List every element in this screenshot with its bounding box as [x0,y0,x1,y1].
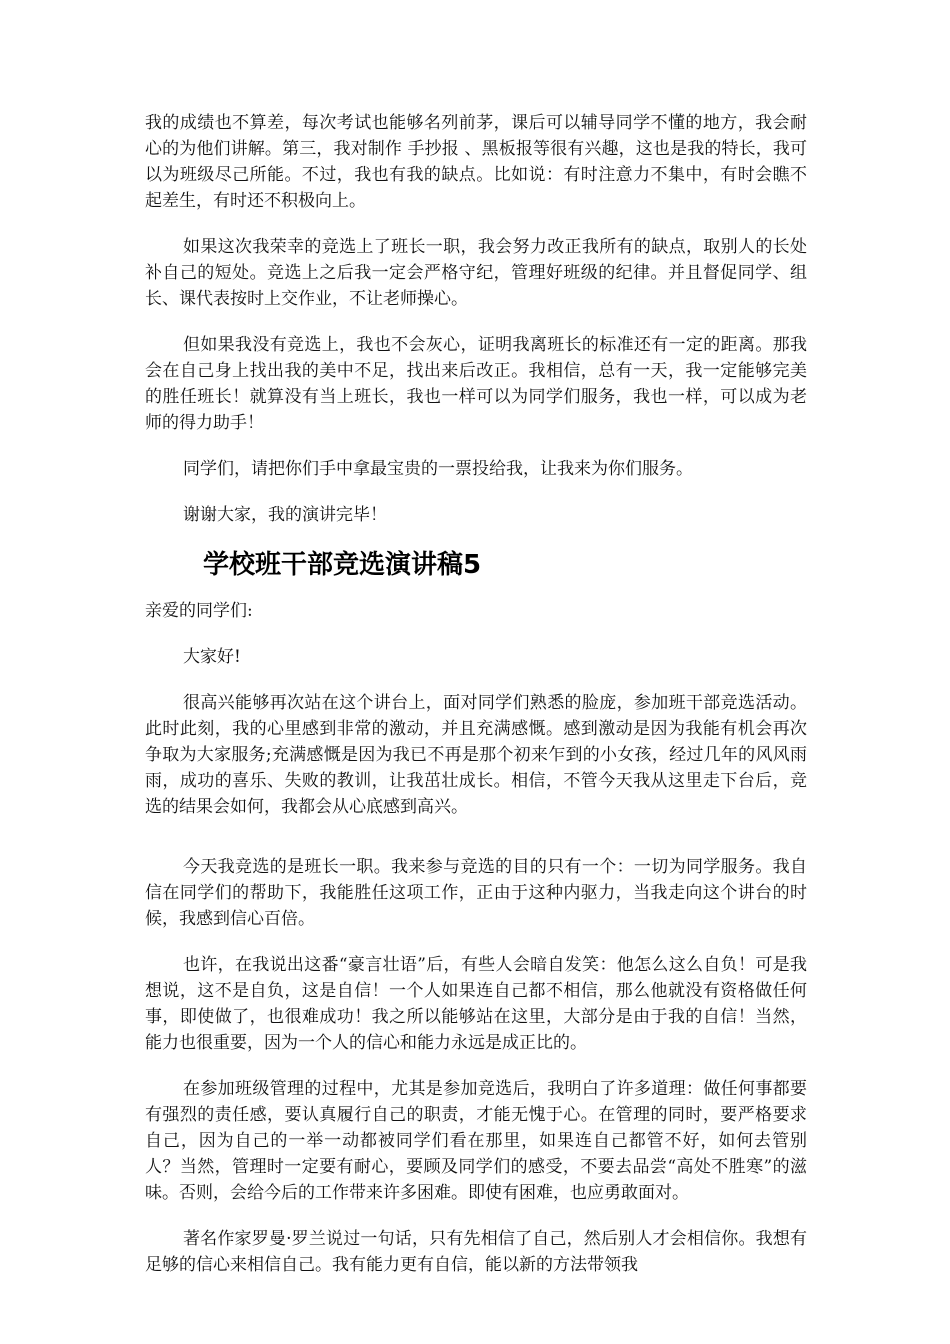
paragraph: 但如果我没有竞选上，我也不会灰心，证明我离班长的标准还有一定的距离。那我会在自己身上找出我的美中不足，找出来后改正。我相信，总有一天，我一定能够完美的胜任班长！就算没有当上班长，我也一样可以为同学们服务，我也一样，可以成为老师的得力助手！ [145,335,807,433]
document-page [145,110,807,1298]
paragraph: 很高兴能够再次站在这个讲台上，面对同学们熟悉的脸庞，参加班干部竞选活动。此时此刻，我的心里感到非常的激动，并且充满感慨。感到激动是因为我能有机会再次争取为大家服务;充满感慨是因为我已不再是那个初来乍到的小女孩，经过几年的风风雨雨，成功的喜乐、失败的教训，让我茁壮成长。相信，不管今天我从这里走下台后，竞选的结果会如何，我都会从心底感到高兴。 [145,693,807,817]
paragraph: 如果这次我荣幸的竞选上了班长一职，我会努力改正我所有的缺点，取别人的长处补自己的短处。竞选上之后我一定会严格守纪，管理好班级的纪律。并且督促同学、组长、课代表按时上交作业，不让老师操心。 [145,237,807,309]
paragraph: 也许，在我说出这番“豪言壮语”后，有些人会暗自发笑：他怎么这么自负！可是我想说，这不是自负，这是自信！一个人如果连自己都不相信，那么他就没有资格做任何事，即使做了，也很难成功！我之所以能够站在这里，大部分是由于我的自信！当然，能力也很重要，因为一个人的信心和能力永远是成正比的。 [145,955,807,1053]
salutation: 亲爱的同学们: [145,601,253,621]
blank-line [145,840,807,854]
paragraph: 同学们，请把你们手中拿最宝贵的一票投给我，让我来为你们服务。 [183,459,693,479]
greeting: 大家好! [183,647,241,667]
paragraph: 谢谢大家，我的演讲完毕！ [183,505,387,525]
paragraph: 在参加班级管理的过程中，尤其是参加竞选后，我明白了许多道理：做任何事都要有强烈的责任感，要认真履行自己的职责，才能无愧于心。在管理的同时，要严格要求自己，因为自己的一举一动都被同学们看在那里，如果连自己都管不好，如何去管别人？当然，管理时一定要有耐心，要顾及同学们的感受，不要去品尝“高处不胜寒”的滋味。否则，会给今后的工作带来许多困难。即使有困难，也应勇敢面对。 [145,1079,807,1203]
paragraph: 我的成绩也不算差，每次考试也能够名列前茅，课后可以辅导同学不懂的地方，我会耐心的为他们讲解。第三，我对制作 手抄报 、黑板报等很有兴趣，这也是我的特长，我可以为班级尽己所能。不过，我也有我的缺点。比如说：有时注意力不集中，有时会瞧不起差生，有时还不积极向上。 [145,113,807,211]
paragraph: 今天我竞选的是班长一职。我来参与竞选的目的只有一个：一切为同学服务。我自信在同学们的帮助下，我能胜任这项工作，正由于这种内驱力，当我走向这个讲台的时候，我感到信心百倍。 [145,857,807,929]
section-title: 学校班干部竞选演讲稿5 [203,550,482,580]
paragraph: 著名作家罗曼·罗兰说过一句话，只有先相信了自己，然后别人才会相信你。我想有足够的信心来相信自己。我有能力更有自信，能以新的方法带领我 [145,1229,807,1275]
